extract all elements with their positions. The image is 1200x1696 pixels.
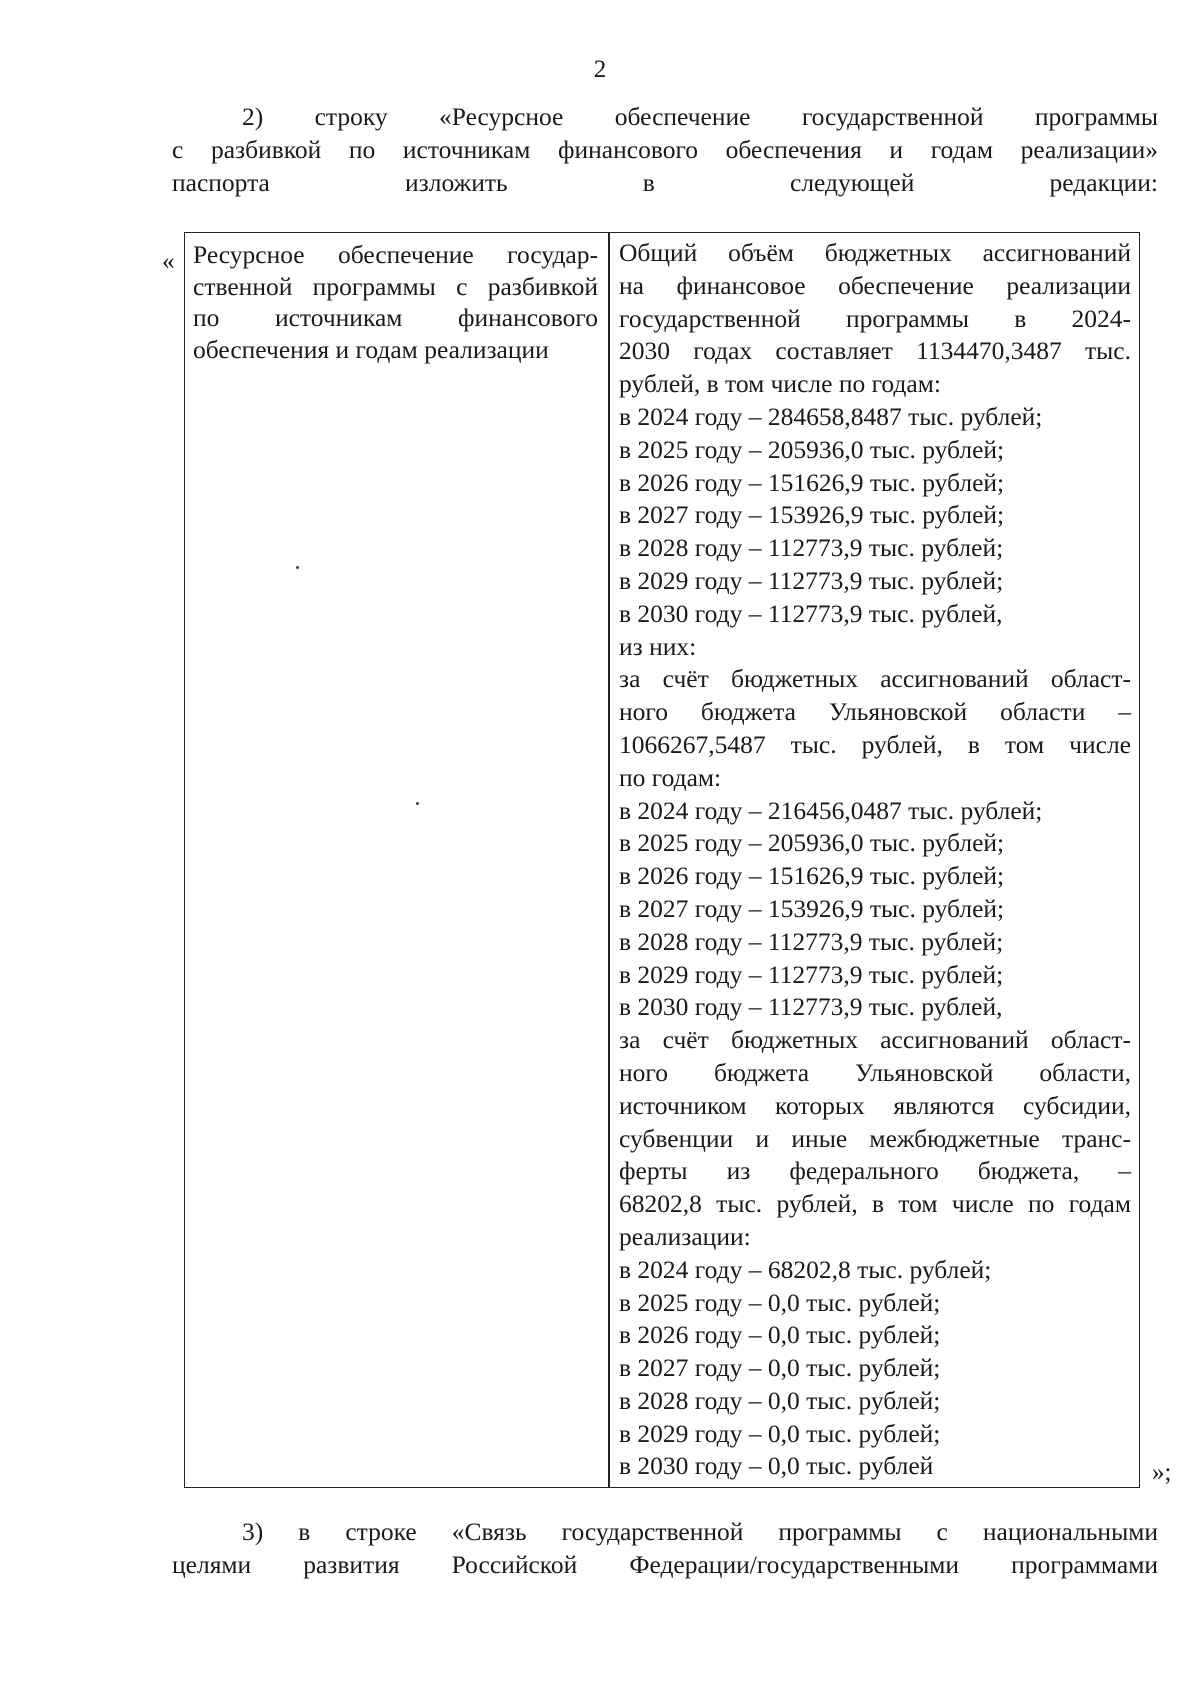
table-cell-line: в 2024 году – 216456,0487 тыс. рублей; [619,795,1043,825]
table-cell-line: 1066267,5487 тыс. рублей, в том числе [619,729,1131,759]
table-cell-line: рублей, в том числе по годам: [619,369,941,399]
table-cell-line: в 2027 году – 153926,9 тыс. рублей; [619,893,1005,923]
table-cell-line: на финансовое обеспечение реализации [619,270,1131,300]
table-cell-line: 68202,8 тыс. рублей, в том числе по годам [619,1189,1131,1219]
page-number: 2 [593,56,607,83]
paragraph-item-2 [172,100,1158,199]
table-cell-line: в 2025 году – 0,0 тыс. рублей; [619,1287,941,1317]
table-cell-line: в 2030 году – 112773,9 тыс. рублей, [619,598,1003,628]
table-cell-line: субвенции и иные межбюджетные транс- [619,1123,1131,1153]
table-cell-line: 2030 годах составляет 1134470,3487 тыс. [619,336,1131,366]
table-cell-line: в 2029 году – 0,0 тыс. рублей; [619,1418,941,1448]
table-cell-line: из них: [619,631,697,661]
table-right-cell [619,237,1131,1483]
table-cell-line: в 2024 году – 284658,8487 тыс. рублей; [619,401,1043,431]
table-cell-line: Общий объём бюджетных ассигнований [619,238,1131,267]
table-cell-line: в 2030 году – 0,0 тыс. рублей [619,1451,934,1481]
table-cell-line: реализации: [619,1221,751,1251]
table-cell-line: за счёт бюджетных ассигнований област- [619,1025,1131,1055]
table-cell-line: в 2028 году – 0,0 тыс. рублей; [619,1385,941,1415]
paragraph-line: целями развития Российской Федерации/государственными программами [172,1550,1158,1579]
paragraph-line: паспорта изложить в следующей редакции: [172,168,1158,197]
table-cell-line: в 2030 году – 112773,9 тыс. рублей, [619,992,1003,1022]
table-cell-line: в 2029 году – 112773,9 тыс. рублей; [619,565,1004,595]
table-cell-line: в 2028 году – 112773,9 тыс. рублей; [619,533,1004,563]
paragraph-item-3 [172,1515,1158,1581]
table-cell-line: ного бюджета Ульяновской области, [619,1057,1131,1087]
table-cell-line: в 2026 году – 0,0 тыс. рублей; [619,1320,941,1350]
table-cell-line: ственной программы с разбивкой [193,271,598,301]
table-cell-line: обеспечения и годам реализации [193,334,549,364]
paragraph-line: 3) в строке «Связь государственной программы с национальными [242,1517,1158,1546]
table-cell-line: в 2026 году – 151626,9 тыс. рублей; [619,861,1005,891]
table-cell-line: по источникам финансового [193,303,598,332]
table-cell-line: в 2024 году – 68202,8 тыс. рублей; [619,1254,992,1284]
scan-speck [296,566,299,569]
table-cell-line: за счёт бюджетных ассигнований област- [619,664,1131,694]
table-cell-line: в 2027 году – 153926,9 тыс. рублей; [619,500,1005,530]
scan-speck [416,802,419,805]
table-cell-line: в 2025 году – 205936,0 тыс. рублей; [619,434,1005,464]
table-cell-line: в 2028 году – 112773,9 тыс. рублей; [619,926,1004,956]
table-cell-line: ного бюджета Ульяновской области – [619,697,1131,727]
table-cell-line: источником которых являются субсидии, [619,1090,1131,1120]
table-cell-line: в 2027 году – 0,0 тыс. рублей; [619,1353,941,1383]
paragraph-line: с разбивкой по источникам финансового обеспечения и годам реализации» [172,135,1158,164]
table-cell-line: ферты из федерального бюджета, – [619,1156,1131,1186]
table-cell-line: Ресурсное обеспечение государ- [193,240,598,269]
table-cell-line: в 2025 году – 205936,0 тыс. рублей; [619,828,1005,858]
closing-quote: »; [1152,1459,1172,1486]
table-left-cell [193,239,598,365]
table-cell-line: в 2026 году – 151626,9 тыс. рублей; [619,467,1005,497]
opening-quote: « [162,248,175,275]
column-divider [608,233,610,1487]
resource-table [184,232,1140,1488]
paragraph-line: 2) строку «Ресурсное обеспечение государственной программы [242,102,1158,131]
table-cell-line: по годам: [619,762,722,792]
table-cell-line: государственной программы в 2024- [619,303,1131,333]
table-cell-line: в 2029 году – 112773,9 тыс. рублей; [619,959,1004,989]
